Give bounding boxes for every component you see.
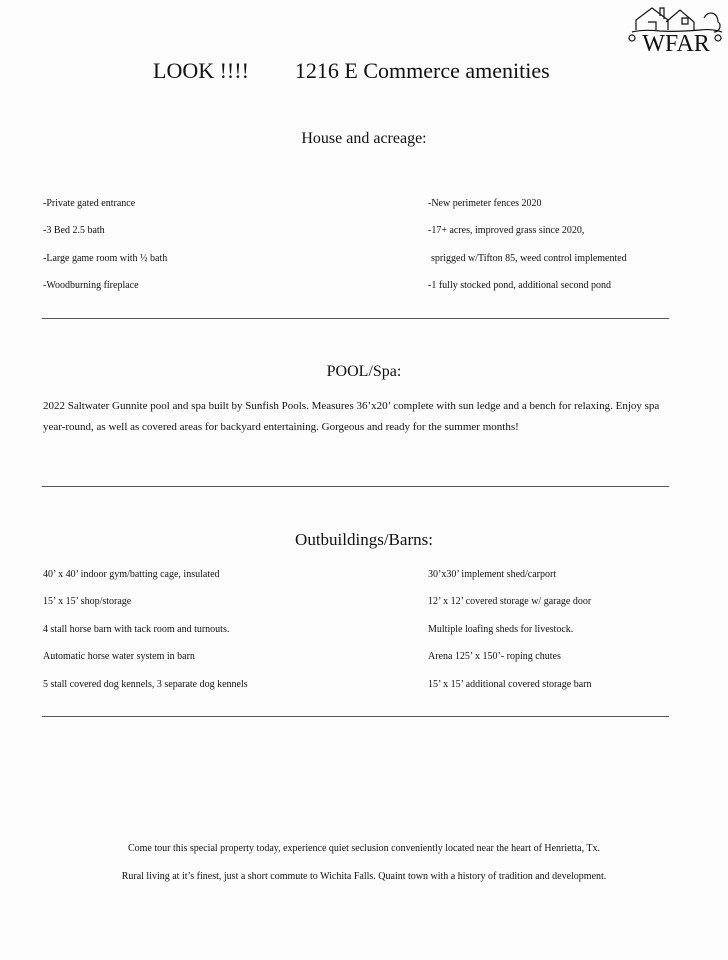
outbuilding-item: Automatic horse water system in barn	[43, 651, 195, 662]
footer-line: Rural living at it’s finest, just a short commute to Wichita Falls. Quaint town with a history of tradition and development.	[121, 871, 607, 882]
title-look: LOOK !!!!	[153, 58, 249, 83]
outbuilding-item: 15’ x 15’ additional covered storage barn	[428, 679, 592, 690]
house-item: -Private gated entrance	[43, 198, 136, 209]
outbuilding-item: 40’ x 40’ indoor gym/batting cage, insulated	[43, 569, 220, 580]
house-heading: House and acreage:	[301, 130, 427, 147]
pool-heading: POOL/Spa:	[326, 363, 402, 380]
house-item: -3 Bed 2.5 bath	[43, 225, 105, 236]
acreage-item: -17+ acres, improved grass since 2020,	[428, 225, 585, 236]
outbuilding-item: Multiple loafing sheds for livestock.	[428, 624, 574, 635]
page-title	[153, 58, 550, 84]
outbuilding-item: 5 stall covered dog kennels, 3 separate dog kennels	[43, 679, 248, 690]
svg-text:WFAR: WFAR	[642, 31, 710, 56]
outbuilding-item: Arena 125’ x 150’- roping chutes	[428, 651, 561, 662]
outbuilding-item: 15’ x 15’ shop/storage	[43, 596, 132, 607]
pool-description: 2022 Saltwater Gunnite pool and spa built by Sunfish Pools. Measures 36’x20’ complete with sun ledge and a bench for relaxing. Enjoy spa year-round, as well as covered areas for backyard entertaining. Gorgeous and ready for the summer months!	[43, 400, 660, 433]
outbuilding-item: 30’x30’ implement shed/carport	[428, 569, 557, 580]
divider	[42, 318, 669, 319]
acreage-item: -New perimeter fences 2020	[428, 198, 542, 209]
outbuilding-item: 12’ x 12’ covered storage w/ garage door	[428, 596, 592, 607]
house-item: -Large game room with ½ bath	[43, 253, 168, 264]
acreage-item: sprigged w/Tifton 85, weed control implemented	[431, 253, 627, 264]
house-item: -Woodburning fireplace	[43, 280, 139, 291]
house-logo-icon	[626, 0, 726, 56]
outbuilding-item: 4 stall horse barn with tack room and turnouts.	[43, 624, 230, 635]
wfar-logo	[626, 0, 726, 56]
outbuildings-heading: Outbuildings/Barns:	[295, 530, 433, 549]
title-address: 1216 E Commerce amenities	[294, 58, 550, 83]
acreage-item: -1 fully stocked pond, additional second pond	[428, 280, 612, 291]
footer-line: Come tour this special property today, experience quiet seclusion conveniently located near the heart of Henrietta, Tx.	[127, 843, 601, 854]
divider	[42, 486, 669, 487]
divider	[42, 716, 669, 717]
